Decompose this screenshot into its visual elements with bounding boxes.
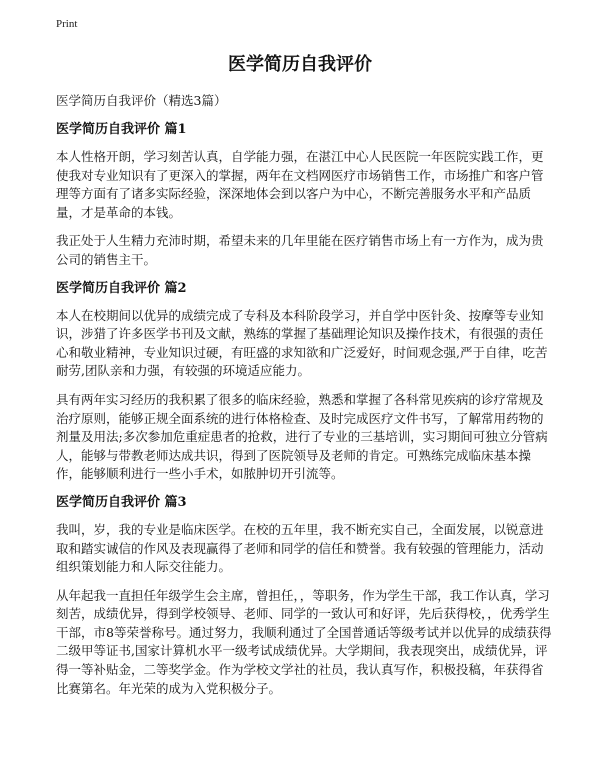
section-heading: 医学简历自我评价 篇1 <box>56 122 187 137</box>
document-subtitle: 医学简历自我评价（精选3篇） <box>56 93 227 108</box>
paragraph: 本人性格开朗，学习刻苦认真，自学能力强，在湛江中心人民医院一年医院实践工作，更使我对专业知识有了更深入的掌握，两年在文档网医疗市场销售工作，市场推广和客户管理等方面有了诸多实际经验，深深地体会到以客户为中心，不断完善服务水平和产品质量，才是革命的本钱。 <box>56 149 544 220</box>
paragraph: 从年起我一直担任年级学生会主席，曾担任，，等职务，作为学生干部，我工作认真，学习刻苦，成绩优异，得到学校领导、老师、同学的一致认可和好评，先后获得校，，优秀学生干部，市8等荣誉称号。通过努力，我顺利通过了全国普通话等级考试并以优异的成绩获得二级甲等证书,国家计算机水平一级考试成绩优异。大学期间，我表现突出，成绩优异，评得一等补贴金，二等奖学金。作为学校文学社的社员，我认真写作，积极投稿，年获得省比赛第名。年光荣的成为入党积极分子。 <box>56 587 552 696</box>
section-heading: 医学简历自我评价 篇2 <box>56 280 187 296</box>
page-title: 医学简历自我评价 <box>228 54 372 75</box>
document-body <box>56 92 552 708</box>
paragraph: 具有两年实习经历的我积累了很多的临床经验，熟悉和掌握了各科常见疾病的诊疗常规及治疗原则，能够正规全面系统的进行体格检查、及时完成医疗文件书写，了解常用药物的剂量及用法;多次参加危重症患者的抢救，进行了专业的三基培训，实习期间可独立分管病人，能够与带教老师达成共识，得到了医院领导及老师的肯定。可熟练完成临床基本操作，能够顺利进行一些小手术，如脓肿切开引流等。 <box>56 391 548 482</box>
section-3 <box>56 494 552 698</box>
section-heading: 医学简历自我评价 篇3 <box>56 494 187 510</box>
paragraph: 本人在校期间以优异的成绩完成了专科及本科阶段学习，并自学中医针灸、按摩等专业知识，涉猎了许多医学书刊及文献，熟练的掌握了基础理论知识及操作技术，有很强的责任心和敬业精神，专业知识过硬，有旺盛的求知欲和广泛爱好，时间观念强,严于自律，吃苦耐劳,团队亲和力强，有较强的环境适应能力。 <box>56 307 548 379</box>
paragraph: 我叫，岁，我的专业是临床医学。在校的五年里，我不断充实自己，全面发展，以锐意进取和踏实诚信的作风及表现赢得了老师和同学的信任和赞誉。我有较强的管理能力，活动组织策划能力和人际交往能力。 <box>56 521 544 575</box>
print-link[interactable]: Print <box>56 18 78 30</box>
section-1 <box>56 121 552 270</box>
paragraph: 我正处于人生精力充沛时期，希望未来的几年里能在医疗销售市场上有一方作为，成为贵公司的销售主干。 <box>56 233 544 267</box>
section-2 <box>56 280 552 484</box>
